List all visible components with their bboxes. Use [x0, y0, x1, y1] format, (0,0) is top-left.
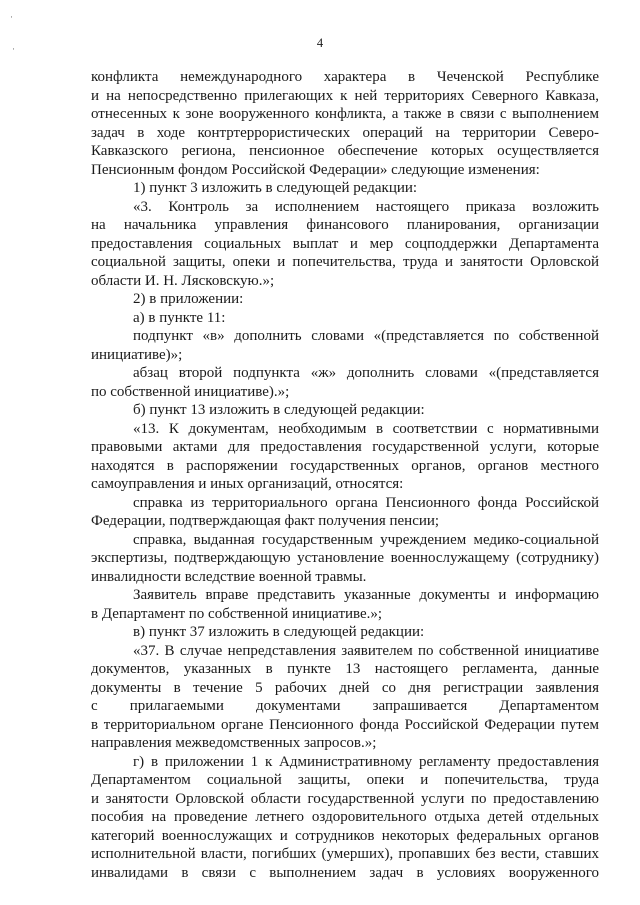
text-line: 2) в приложении: — [133, 291, 244, 307]
text-line: категорий военнослужащих и сотрудников некоторых федеральных органов — [91, 827, 599, 844]
text-line: экспертизы, подтверждающую установление военнослужащему (сотруднику) — [91, 550, 599, 566]
text-line: а) в пункте 11: — [133, 309, 226, 326]
text-line: документов, указанных в пункте 13 настоящего регламента, данные — [91, 661, 599, 677]
text-line: в) пункт 37 изложить в следующей редакции: — [133, 624, 425, 640]
text-line: предоставления социальных выплат и мер соцподдержки Департамента — [91, 235, 599, 252]
text-line: инициативе)»; — [91, 346, 183, 363]
text-line: Федерации, подтверждающая факт получения пенсии; — [91, 513, 440, 529]
text-line: области И. Н. Лясковскую.»; — [91, 272, 275, 289]
text-line: «37. В случае непредставления заявителем по собственной инициативе — [133, 642, 599, 659]
text-line: Пенсионным фондом Российской Федерации» следующие изменения: — [91, 161, 540, 178]
text-line: направления межведомственных запросов.»; — [91, 735, 377, 751]
text-line: на начальника управления финансового планирования, организации — [91, 217, 599, 233]
text-line: «3. Контроль за исполнением настоящего приказа возложить — [133, 198, 599, 215]
text-line: исполнительной власти, погибших (умерших), пропавших без вести, ставших — [91, 846, 599, 862]
text-line: Департаментом социальной защиты, опеки и попечительства, труда — [91, 772, 599, 788]
scan-speck: · — [12, 44, 15, 54]
text-line: документы в течение 5 рабочих дней со дня регистрации заявления — [91, 679, 599, 696]
text-line: «13. К документам, необходимым в соответствии с нормативными — [133, 420, 599, 437]
text-line: в территориальном органе Пенсионного фонда Российской Федерации путем — [91, 716, 599, 733]
text-line: инвалидами в связи с выполнением задач в условиях вооруженного — [91, 864, 599, 881]
text-line: справка, выданная государственным учреждением медико-социальной — [133, 531, 599, 548]
text-line: пособия на проведение летнего оздоровительного отдыха детей отдельных — [91, 809, 599, 825]
text-line: социальной защиты, опеки и попечительства, труда и занятости Орловской — [91, 254, 599, 270]
text-line: конфликта немеждународного характера в Чеченской Республике — [91, 69, 599, 85]
text-line: справка из территориального органа Пенсионного фонда Российской — [133, 494, 599, 511]
text-line: подпункт «в» дополнить словами «(представляется по собственной — [133, 328, 599, 344]
text-line: задач в ходе контртеррористических операций на территории Северо- — [91, 124, 599, 141]
page-number: 4 — [316, 36, 324, 50]
text-line: в Департамент по собственной инициативе.»; — [91, 605, 383, 622]
text-line: 1) пункт 3 изложить в следующей редакции: — [133, 180, 418, 196]
text-line: и на непосредственно прилегающих к ней территориях Северного Кавказа, — [91, 87, 599, 104]
document-body — [91, 68, 599, 882]
text-line: отнесенных к зоне вооруженного конфликта, а также в связи с выполнением — [91, 106, 599, 122]
text-line: Заявитель вправе представить указанные документы и информацию — [133, 587, 599, 603]
text-line: б) пункт 13 изложить в следующей редакции: — [133, 402, 425, 418]
text-line: г) в приложении 1 к Административному регламенту предоставления — [133, 753, 599, 770]
text-line: с прилагаемыми документами запрашивается Департаментом — [91, 698, 599, 714]
text-line: инвалидности вследствие военной травмы. — [91, 568, 367, 585]
text-line: Кавказского региона, пенсионное обеспечение которых осуществляется — [91, 143, 599, 159]
text-line: и занятости Орловской области государственной услуги по предоставлению — [91, 790, 599, 807]
text-line: абзац второй подпункта «ж» дополнить словами «(представляется — [133, 365, 599, 381]
text-line: находятся в распоряжении государственных органов, органов местного — [91, 457, 599, 474]
scan-speck: · — [10, 12, 13, 22]
text-line: правовыми актами для предоставления государственной услуги, которые — [91, 439, 599, 455]
text-line: самоуправления и иных организаций, относятся: — [91, 476, 404, 492]
text-line: по собственной инициативе).»; — [91, 383, 290, 400]
